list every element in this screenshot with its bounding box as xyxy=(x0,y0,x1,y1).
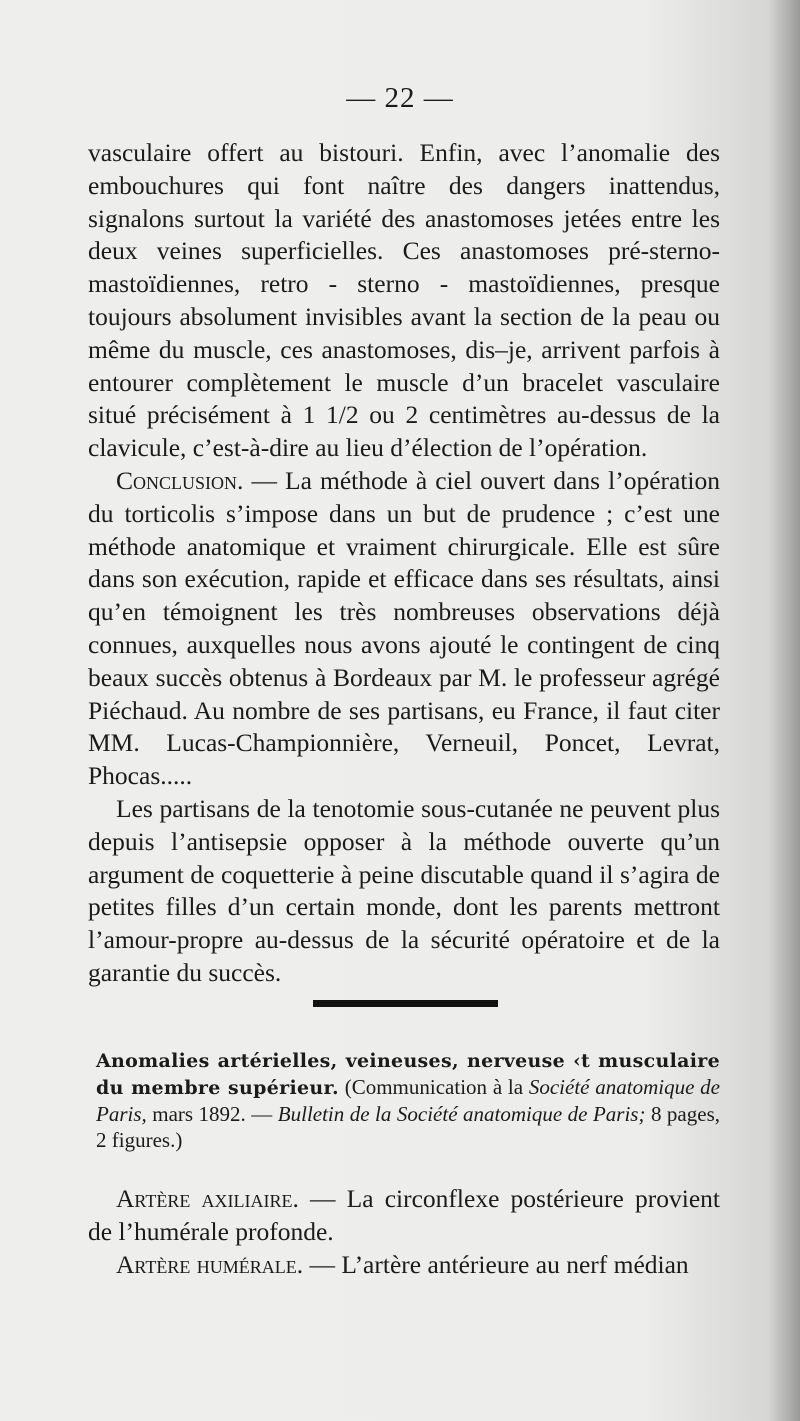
entry-date: mars 1892. — xyxy=(146,1102,278,1126)
conclusion-text: — La méthode à ciel ouvert dans l’opération du torticolis s’impose dans un but de prudence ; c’est une méthode anatomique et vraiment chirurgicale. Elle est sûre dans son exécution, rapide et efficace dans ses résultats, ainsi qu’en témoignent les très nombreuses observations déjà connues, auxquelles nous avons ajouté le contingent de cinq beaux succès obtenus à Bordeaux par M. le professeur agrégé Piéchaud. Au nombre de ses partisans, eu France, il faut citer MM. Lucas-Championnière, Verneuil, Poncet, Levrat, Phocas..... xyxy=(88,465,720,791)
axillary-text: — La circonflexe postérieure provient de l’humérale profonde. xyxy=(88,1184,720,1246)
page-number: — 22 — xyxy=(346,82,454,114)
main-text xyxy=(88,137,720,990)
entry-intro: (Communication à la xyxy=(338,1075,529,1099)
entry-journal-1: Société anatomique de Paris, xyxy=(96,1075,720,1126)
entry-heading: Anomalies artérielles, veineuses, nerveuse ‹t musculaire du membre supérieur. xyxy=(96,1050,720,1099)
humeral-text: — L’artère antérieure au nerf médian xyxy=(303,1249,689,1279)
humeral-label: Artère humérale. xyxy=(116,1249,304,1279)
paragraph-humeral-artery xyxy=(88,1249,720,1282)
paragraph-tenotomy: Les partisans de la tenotomie sous-cutanée ne peuvent plus depuis l’antisepsie opposer à la méthode ouverte qu’un argument de coquetterie à peine discutable quand il s’agira de petites filles d’un certain monde, dont les parents mettront l’amour-propre au-dessus de la sécurité opératoire et de la garantie du succès. xyxy=(88,793,720,987)
bibliography-entry xyxy=(96,1047,720,1153)
paragraph-vascular-anomalies: vasculaire offert au bistouri. Enfin, avec l’anomalie des embouchures qui font naître des dangers inattendus, signalons surtout la variété des anastomoses jetées entre les deux veines superficielles. Ces anastomoses pré-sterno-mastoïdiennes, retro - sterno - mastoïdiennes, presque toujours absolument invisibles avant la section de la peau ou même du muscle, ces anastomoses, dis–je, arrivent parfois à entourer complètement le muscle d’un bracelet vasculaire situé précisément à 1 1/2 ou 2 centimètres au-dessus de la clavicule, c’est-à-dire au lieu d’élection de l’opération. xyxy=(88,138,720,463)
paragraph-axillary-artery xyxy=(88,1183,720,1249)
entry-journal-2: Bulletin de la Société anatomique de Paris; xyxy=(277,1102,646,1126)
anatomy-sections xyxy=(88,1183,720,1281)
conclusion-label: Conclusion. xyxy=(116,465,244,495)
paragraph-conclusion xyxy=(88,465,720,793)
axillary-label: Artère axiliaire. xyxy=(116,1184,299,1213)
entry-details: 8 pages, 2 figures.) xyxy=(96,1102,720,1152)
section-divider xyxy=(313,1000,498,1007)
